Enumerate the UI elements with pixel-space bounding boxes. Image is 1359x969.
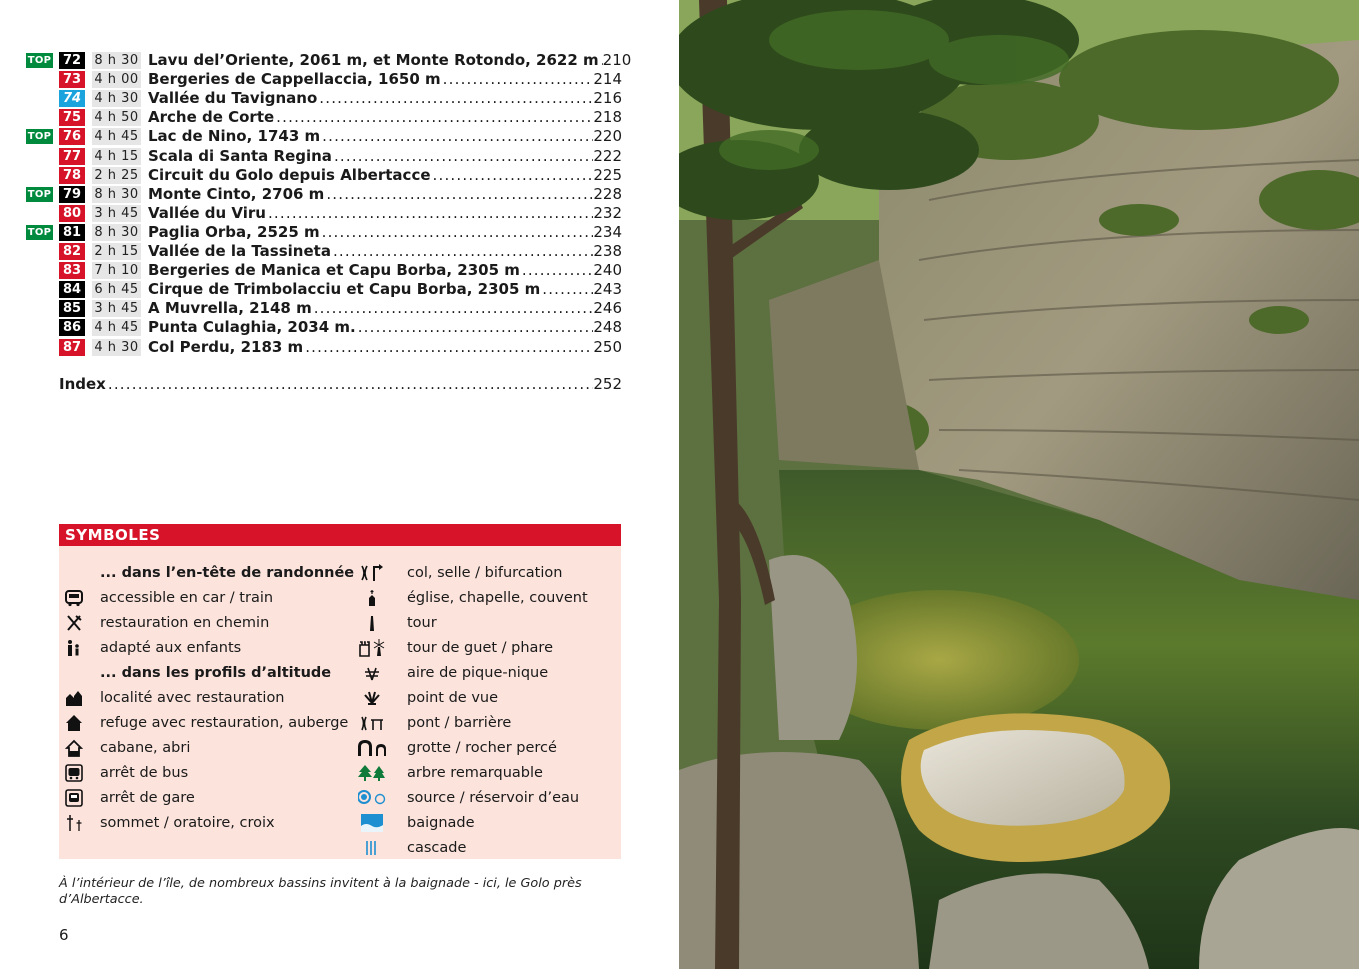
leader-dots (317, 89, 593, 108)
left-page (0, 0, 679, 969)
toc-entry[interactable] (26, 204, 622, 223)
route-page: 246 (593, 299, 622, 318)
symbol-entry (65, 762, 345, 784)
route-page: 250 (593, 337, 622, 356)
toc-entry[interactable] (26, 318, 622, 337)
route-line (148, 261, 622, 280)
route-number: 72 (59, 52, 85, 69)
route-title: Col Perdu, 2183 m (148, 337, 304, 356)
route-line (148, 185, 622, 204)
route-duration: 4 h 15 (92, 148, 141, 165)
route-duration: 8 h 30 (92, 224, 141, 241)
toc-entry[interactable] (26, 166, 622, 185)
toc-entry[interactable] (26, 127, 622, 146)
photo-caption: À l’intérieur de l’île, de nombreux bassins invitent à la baignade - ici, le Golo près d’Albertacce. (59, 876, 582, 907)
leader-dots (274, 108, 593, 127)
toc-entry[interactable] (26, 280, 622, 299)
village-icon (65, 687, 93, 709)
symbol-label: arrêt de bus (100, 765, 189, 781)
symbol-label: arbre remarquable (407, 765, 543, 781)
route-title: Lavu del’Oriente, 2061 m, et Monte Rotondo, 2622 m (148, 51, 599, 69)
symbol-entry (65, 612, 345, 634)
symbol-label: cabane, abri (100, 740, 191, 756)
symbol-label: église, chapelle, couvent (407, 590, 588, 606)
bathing-icon (344, 812, 400, 834)
toc-entry[interactable] (26, 185, 622, 204)
route-number: 85 (59, 300, 85, 317)
toc-entry[interactable] (26, 147, 622, 166)
leader-dots (266, 204, 593, 223)
fork-knife-icon (65, 612, 93, 634)
watchtower-lighthouse-icon (344, 637, 400, 659)
route-line (148, 318, 622, 337)
route-line (148, 89, 622, 108)
route-duration: 4 h 50 (92, 109, 141, 126)
symbol-label: source / réservoir d’eau (407, 790, 580, 806)
symbol-label: sommet / oratoire, croix (100, 815, 275, 831)
symbol-entry (344, 787, 614, 809)
route-page: 238 (593, 242, 622, 260)
symbol-entry (344, 762, 614, 784)
top-badge: TOP (27, 131, 52, 143)
route-title: Vallée du Tavignano (148, 89, 318, 108)
route-number: 73 (59, 71, 85, 88)
symbol-label: point de vue (407, 690, 499, 706)
route-page: 232 (593, 203, 622, 222)
route-title: Punta Culaghia, 2034 m. (148, 318, 356, 337)
symbol-label: ... dans les profils d’altitude (100, 665, 332, 681)
route-page: 228 (593, 184, 622, 203)
route-page: 248 (593, 318, 622, 337)
symbol-entry (344, 712, 614, 734)
symbol-entry (65, 712, 349, 734)
symbol-label: arrêt de gare (100, 790, 195, 806)
route-page: 222 (593, 146, 622, 165)
route-page: 240 (593, 261, 622, 280)
symbol-label: accessible en car / train (100, 590, 274, 606)
route-number: 84 (59, 281, 85, 298)
route-duration: 8 h 30 (92, 52, 141, 69)
leader-dots (106, 375, 594, 394)
route-duration: 4 h 30 (92, 90, 141, 107)
route-title: Vallée du Viru (148, 203, 266, 222)
route-duration: 4 h 30 (92, 339, 141, 356)
route-page: 216 (593, 89, 622, 108)
waterfall-icon (344, 837, 400, 859)
leader-dots (320, 127, 593, 146)
route-number: 83 (59, 262, 85, 279)
symbol-entry (344, 687, 614, 709)
toc-entry[interactable] (26, 338, 622, 357)
toc-entry[interactable] (26, 51, 632, 70)
route-page: 220 (593, 127, 622, 146)
route-line (148, 127, 622, 146)
route-duration: 3 h 45 (92, 300, 141, 317)
route-title: Arche de Corte (148, 108, 275, 127)
route-title: Paglia Orba, 2525 m (148, 222, 320, 241)
symbol-entry (344, 612, 614, 634)
route-number: 80 (59, 205, 85, 222)
river-pool-photo (679, 0, 1359, 969)
route-page: 225 (593, 165, 622, 184)
route-line (148, 338, 622, 357)
route-number: 77 (59, 148, 85, 165)
route-page: 234 (593, 222, 622, 241)
route-line (148, 70, 622, 89)
symbol-entry (344, 812, 614, 834)
symbols-subheading (65, 662, 345, 684)
route-number: 75 (59, 109, 85, 126)
symbol-entry (344, 637, 614, 659)
route-number: 76 (59, 128, 85, 145)
symbol-entry (65, 587, 345, 609)
leader-dots (312, 299, 594, 318)
route-number: 87 (59, 339, 85, 356)
page-number: 6 (59, 926, 69, 944)
leader-dots (331, 242, 593, 261)
route-page: 218 (593, 108, 622, 127)
toc-entry[interactable] (26, 89, 622, 108)
route-line (148, 204, 622, 223)
route-line (148, 280, 622, 299)
leader-dots (320, 223, 594, 242)
symbol-label: refuge avec restauration, auberge (100, 715, 349, 731)
symbol-entry (65, 637, 345, 659)
symbol-label: adapté aux enfants (100, 640, 242, 656)
route-title: Bergeries de Cappellaccia, 1650 m (148, 70, 441, 89)
route-duration: 2 h 25 (92, 167, 141, 184)
refuge-icon (65, 712, 93, 734)
bus-stop-icon (65, 762, 93, 784)
bridge-barrier-icon (344, 712, 400, 734)
route-title: Cirque de Trimbolacciu et Capu Borba, 2305 m (148, 280, 541, 299)
symbol-label: tour de guet / phare (407, 640, 553, 656)
tree-icon (344, 762, 400, 784)
route-duration: 3 h 45 (92, 205, 141, 222)
route-number: 78 (59, 167, 85, 184)
route-title: Scala di Santa Regina (148, 146, 332, 165)
leader-dots (332, 147, 593, 166)
toc-entry[interactable] (26, 299, 622, 318)
route-duration: 4 h 00 (92, 71, 141, 88)
pass-junction-icon (344, 562, 400, 584)
leader-dots (520, 261, 593, 280)
leader-dots (441, 70, 594, 89)
symbol-entry (65, 787, 345, 809)
leader-dots (303, 338, 593, 357)
index-title: Index (59, 375, 106, 393)
spring-reservoir-icon (344, 787, 400, 809)
hut-icon (65, 737, 93, 759)
toc-entry[interactable] (26, 108, 622, 127)
route-title: Vallée de la Tassineta (148, 242, 331, 260)
family-icon (65, 637, 93, 659)
toc-entry[interactable] (26, 70, 622, 89)
top-badge: TOP (27, 188, 52, 200)
route-line (148, 242, 622, 261)
route-number: 74 (59, 90, 85, 107)
route-page: 243 (593, 280, 622, 299)
route-line (148, 108, 622, 127)
symbol-label: tour (407, 615, 437, 631)
route-number: 81 (59, 224, 85, 241)
symbol-entry (344, 662, 614, 684)
route-title: Monte Cinto, 2706 m (148, 184, 325, 203)
tower-icon (344, 612, 400, 634)
bus-train-icon (65, 587, 93, 609)
route-title: Circuit du Golo depuis Albertacce (148, 165, 431, 184)
symbol-entry (344, 737, 614, 759)
toc-entry[interactable] (26, 261, 622, 280)
index-entry[interactable] (59, 375, 622, 394)
symbols-legend (59, 524, 621, 859)
route-duration: 6 h 45 (92, 281, 141, 298)
train-station-icon (65, 787, 93, 809)
symbol-entry (65, 737, 345, 759)
symbols-subheading (65, 562, 355, 584)
symbol-label: ... dans l’en-tête de randonnée (100, 565, 355, 581)
symbol-label: localité avec restauration (100, 690, 285, 706)
route-number: 82 (59, 243, 85, 260)
picnic-icon (344, 662, 400, 684)
route-title: A Muvrella, 2148 m (148, 299, 312, 318)
symbol-label: pont / barrière (407, 715, 512, 731)
route-title: Bergeries de Manica et Capu Borba, 2305 m (148, 261, 520, 280)
route-duration: 8 h 30 (92, 186, 141, 203)
route-duration: 2 h 15 (92, 243, 141, 260)
viewpoint-icon (344, 687, 400, 709)
leader-dots (324, 185, 593, 204)
index-page: 252 (593, 375, 622, 393)
toc-entry[interactable] (26, 242, 622, 261)
route-number: 79 (59, 186, 85, 203)
leader-dots (431, 166, 594, 185)
route-page: 210 (602, 51, 632, 69)
top-badge: TOP (27, 55, 52, 66)
symbol-label: cascade (407, 840, 467, 856)
symbol-label: restauration en chemin (100, 615, 270, 631)
route-duration: 4 h 45 (92, 128, 141, 145)
top-badge: TOP (27, 226, 52, 238)
church-icon (344, 587, 400, 609)
route-line (148, 299, 622, 318)
symbol-label: baignade (407, 815, 475, 831)
symbols-heading: SYMBOLES (59, 524, 621, 546)
leader-dots (356, 318, 594, 337)
symbol-label: grotte / rocher percé (407, 740, 557, 756)
route-page: 214 (593, 70, 622, 89)
leader-dots (540, 280, 593, 299)
route-duration: 4 h 45 (92, 319, 141, 336)
route-line (148, 223, 622, 242)
route-line (148, 147, 622, 166)
symbol-label: col, selle / bifurcation (407, 565, 563, 581)
route-line (148, 166, 622, 185)
route-number: 86 (59, 319, 85, 336)
symbol-entry (65, 812, 345, 834)
symbol-entry (65, 687, 345, 709)
cave-arch-icon (344, 737, 400, 759)
symbol-entry (344, 562, 614, 584)
symbol-entry (344, 587, 614, 609)
route-title: Lac de Nino, 1743 m (148, 127, 321, 146)
route-duration: 7 h 10 (92, 262, 141, 279)
summit-cross-icon (65, 812, 93, 834)
toc-entry[interactable] (26, 223, 622, 242)
symbol-entry (344, 837, 614, 859)
route-line (148, 51, 632, 70)
symbol-label: aire de pique-nique (407, 665, 549, 681)
